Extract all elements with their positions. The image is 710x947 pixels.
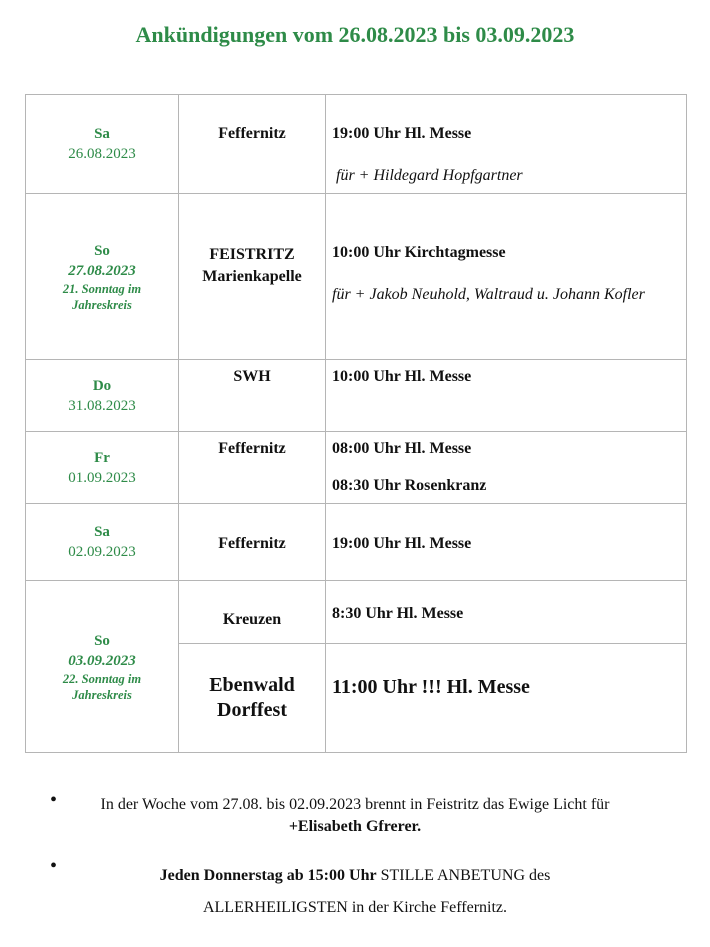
place: Feffernitz [218,125,286,142]
event: 19:00 Uhr Hl. Messe [332,535,472,552]
event-cell [326,95,687,194]
date-cell [26,504,179,581]
date-cell [26,194,179,360]
announcement-text: STILLE ANBETUNG des [376,867,551,884]
announcement-1 [0,794,710,838]
intention: für + Jakob Neuhold, Waltraud u. Johann Kofler [332,286,645,303]
place-sub: Marienkapelle [202,268,302,285]
place-cell [179,95,326,194]
announcement-2 [0,860,710,924]
weekday: So [94,632,110,649]
place: Feffernitz [218,440,286,457]
place-cell [179,581,326,644]
event: 8:30 Uhr Hl. Messe [332,605,464,622]
date-cell [26,95,179,194]
table-row [26,360,687,432]
place: Ebenwald [209,674,295,696]
schedule-table [25,94,687,753]
liturgical-note: 21. Sonntag im [62,281,142,296]
place-cell [179,432,326,504]
event-cell [326,644,687,753]
event-cell [326,581,687,644]
event: 08:30 Uhr Rosenkranz [332,477,487,494]
intention: für + Hildegard Hopfgartner [336,167,523,184]
date-cell [26,432,179,504]
liturgical-note: 22. Sonntag im [62,671,142,686]
bullet-icon: • [50,789,58,811]
place-sub: Dorffest [217,699,287,721]
weekday: Do [92,377,112,394]
event-cell [326,432,687,504]
page-title: Ankündigungen vom 26.08.2023 bis 03.09.2023 [135,22,575,47]
weekday: Sa [94,524,110,540]
event: 11:00 Uhr !!! Hl. Messe [332,676,530,698]
place: Kreuzen [222,611,282,628]
liturgical-note: Jahreskreis [72,687,132,702]
place-cell [179,504,326,581]
announcement-bold: Jeden Donnerstag ab 15:00 Uhr [159,867,377,884]
table-row [26,504,687,581]
event-cell [326,360,687,432]
place: Feffernitz [218,535,286,552]
bullet-icon: • [50,855,58,877]
announcement-text: ALLERHEILIGSTEN in der Kirche Feffernitz. [202,899,508,916]
date-cell [26,581,179,753]
table-row [26,581,687,644]
table-row [26,95,687,194]
announcement-name: +Elisabeth Gfrerer. [288,818,422,835]
event: 10:00 Uhr Hl. Messe [332,368,472,385]
event: 08:00 Uhr Hl. Messe [332,440,472,457]
place-cell [179,360,326,432]
place-cell [179,644,326,753]
table-row [26,432,687,504]
announcement-text: In der Woche vom 27.08. bis 02.09.2023 brennt in Feistritz das Ewige Licht für [100,796,610,813]
date: 03.09.2023 [68,652,136,669]
weekday: Fr [94,449,110,466]
place: SWH [233,368,271,385]
date: 02.09.2023 [68,544,136,560]
date: 31.08.2023 [68,397,136,414]
weekday: Sa [94,126,110,142]
weekday: So [94,242,110,259]
date: 27.08.2023 [68,262,136,279]
event-cell [326,194,687,360]
place-cell [179,194,326,360]
liturgical-note: Jahreskreis [72,297,132,312]
event: 19:00 Uhr Hl. Messe [332,125,472,142]
event-cell [326,504,687,581]
place: FEISTRITZ [209,246,295,263]
date-cell [26,360,179,432]
date: 01.09.2023 [68,469,136,486]
event: 10:00 Uhr Kirchtagmesse [332,244,506,261]
date: 26.08.2023 [68,146,136,162]
table-row [26,194,687,360]
